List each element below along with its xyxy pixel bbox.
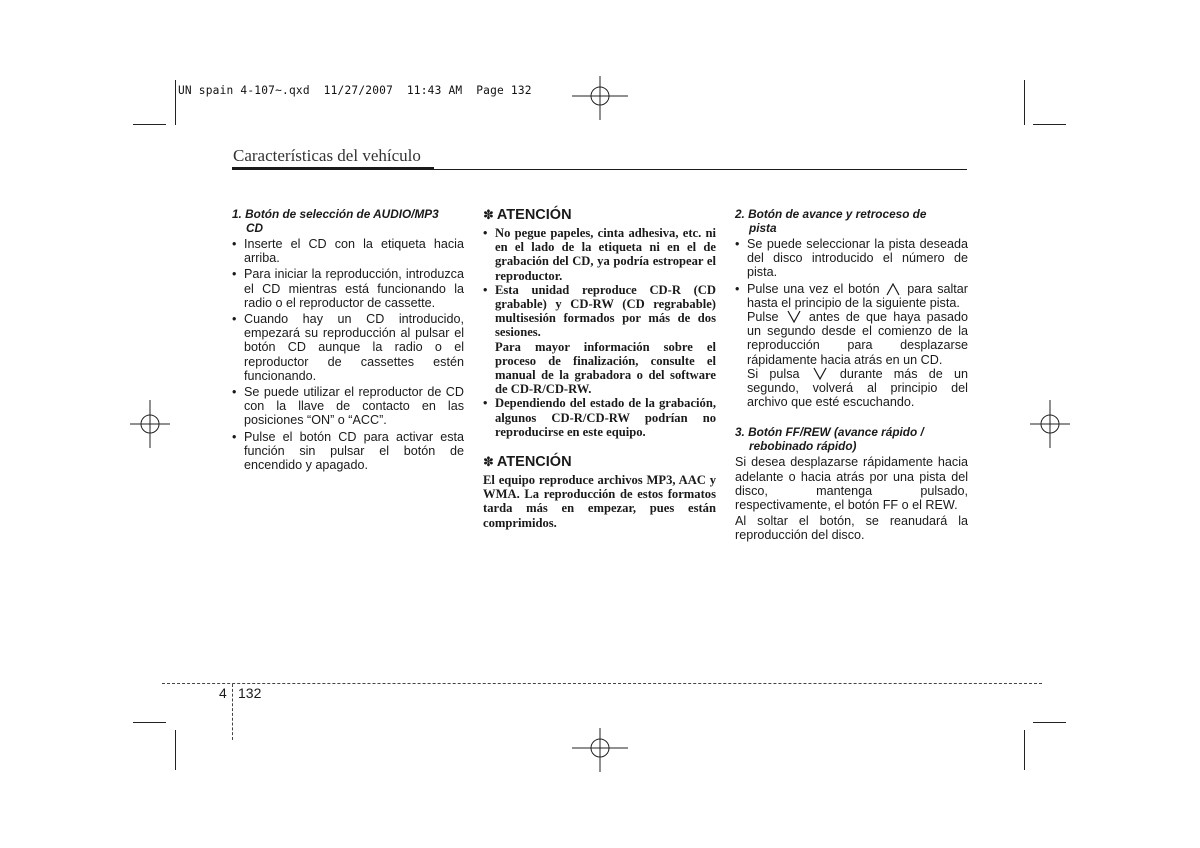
registration-mark-icon	[130, 400, 170, 448]
list-item: • Esta unidad reproduce CD-R (CD grabable) y CD-RW (CD regrabable) multisesión formados por más de dos sesiones.	[483, 283, 716, 340]
registration-mark-icon	[572, 728, 628, 772]
page-number: 132	[238, 685, 262, 701]
running-header-title: Características del vehículo	[233, 146, 421, 165]
list-item: • Pulse una vez el botón para saltar hasta el principio de la siguiente pista. Pulse antes de que haya pasado un segundo desde el comienzo de la reproducción para desplazarse rápidamente hacia atrás en un CD. Si pulsa durante más de un segundo, volverá al principio del archivo que esté escuchando.	[735, 282, 968, 410]
bullet-list	[232, 237, 464, 472]
chevron-down-icon	[813, 367, 827, 381]
paragraph: El equipo reproduce archivos MP3, AAC y WMA. La reproducción de estos formatos tarda más en empezar, pues están comprimidos.	[483, 473, 716, 530]
crop-mark	[1024, 730, 1025, 770]
attention-box	[483, 473, 716, 530]
crop-mark	[175, 80, 176, 125]
crop-mark	[1024, 80, 1025, 125]
list-item: • Pulse el botón CD para activar esta función sin pulsar el botón de encendido y apagado.	[232, 430, 464, 473]
list-item: • Se puede utilizar el reproductor de CD con la llave de contacto en las posiciones “ON” o “ACC”.	[232, 385, 464, 428]
attention-heading: ✽ ATENCIÓN	[483, 454, 572, 471]
asterisk-icon: ✽	[483, 208, 494, 223]
attention-heading: ✽ ATENCIÓN	[483, 207, 572, 223]
chapter-number: 4	[219, 685, 227, 701]
registration-mark-icon	[572, 76, 628, 120]
list-item: • Inserte el CD con la etiqueta hacia arriba.	[232, 237, 464, 265]
list-item: • Dependiendo del estado de la grabación, algunos CD-R/CD-RW podrían no reproducirse en este equipo.	[483, 396, 716, 439]
header-rule	[434, 169, 967, 170]
list-item: • Para iniciar la reproducción, introduzca el CD mientras está funcionando la radio o el reproductor de cassette.	[232, 267, 464, 310]
section-heading: 2. Botón de avance y retroceso de pista	[735, 207, 927, 235]
list-item: • No pegue papeles, cinta adhesiva, etc. ni en el lado de la etiqueta ni en el de grabación del CD, ya podría estropear el reproductor.	[483, 226, 716, 283]
crop-mark	[133, 722, 166, 723]
column-middle	[483, 206, 716, 530]
paragraph: Para mayor información sobre el proceso de finalización, consulte el manual de la grabadora o del software de CD-R/CD-RW.	[495, 339, 716, 397]
column-right	[735, 207, 968, 545]
bullet-list	[735, 237, 968, 409]
paragraph: Si desea desplazarse rápidamente hacia adelante o hacia atrás por una pista del disco, mantenga pulsado, respectivamente, el botón FF o el REW.	[735, 455, 968, 513]
list-item: • Se puede seleccionar la pista deseada del disco introducido el número de pista.	[735, 237, 968, 280]
chevron-down-icon	[787, 310, 801, 324]
paragraph: Al soltar el botón, se reanudará la reproducción del disco.	[735, 514, 968, 543]
section-heading: 1. Botón de selección de AUDIO/MP3 CD	[232, 207, 439, 235]
print-slug: UN spain 4-107~.qxd 11/27/2007 11:43 AM Page 132	[178, 84, 532, 97]
crop-mark	[1033, 722, 1066, 723]
list-item: • Cuando hay un CD introducido, empezará su reproducción al pulsar el botón CD aunque la radio o el reproductor de cassettes estén funcionando.	[232, 312, 464, 383]
footer-rule	[232, 684, 233, 740]
attention-box	[483, 226, 716, 439]
crop-mark	[133, 124, 166, 125]
header-rule	[232, 167, 434, 170]
crop-mark	[1033, 124, 1066, 125]
asterisk-icon: ✽	[483, 455, 494, 471]
column-left	[232, 207, 464, 474]
chevron-up-icon	[886, 282, 900, 296]
footer-rule	[162, 683, 1042, 684]
section-heading: 3. Botón FF/REW (avance rápido / rebobinado rápido)	[735, 425, 924, 454]
registration-mark-icon	[1030, 400, 1070, 448]
crop-mark	[175, 730, 176, 770]
